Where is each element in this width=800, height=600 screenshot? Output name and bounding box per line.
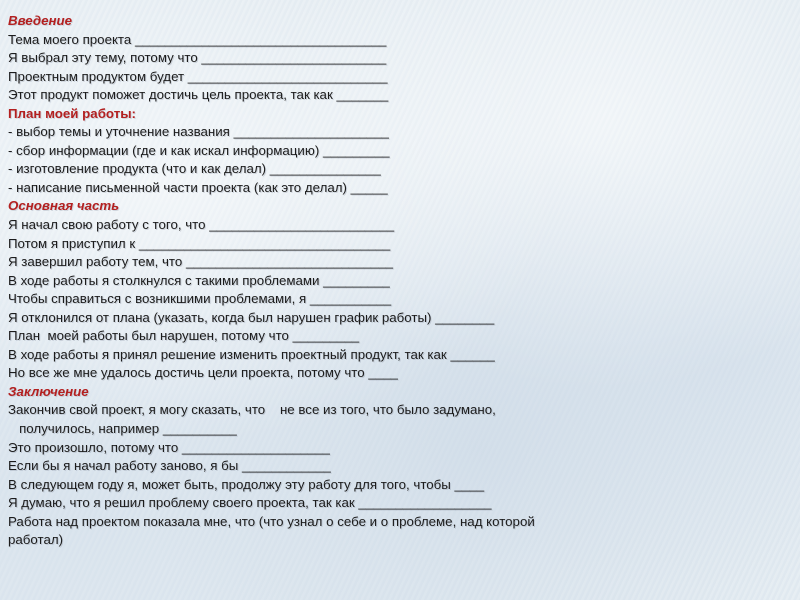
plan-line-4: - написание письменной части проекта (как это делал) _____ xyxy=(8,179,388,195)
plan-line-1: - выбор темы и уточнение названия _____________________ xyxy=(8,124,389,140)
main-line-1: Я начал свою работу с того, что _________________________ xyxy=(8,217,395,233)
plan-line-2: - сбор информации (где и как искал информацию) _________ xyxy=(8,142,390,158)
conclusion-line-5: Я думаю, что я решил проблему своего проекта, так как __________________ xyxy=(8,495,492,511)
heading-intro: Введение xyxy=(8,13,73,28)
plan-line-3: - изготовление продукта (что и как делал) _______________ xyxy=(8,161,381,177)
main-line-7: План моей работы был нарушен, потому что _________ xyxy=(8,328,360,344)
main-line-9: Но все же мне удалось достичь цели проекта, потому что ____ xyxy=(8,365,398,381)
intro-line-2: Я выбрал эту тему, потому что _________________________ xyxy=(8,50,387,66)
main-line-3: Я завершил работу тем, что ____________________________ xyxy=(8,254,394,270)
conclusion-line-6: Работа над проектом показала мне, что (что узнал о себе и о проблеме, над которой работал) xyxy=(8,513,535,548)
heading-plan: План моей работы: xyxy=(8,105,136,121)
main-line-8: В ходе работы я принял решение изменить проектный продукт, так как ______ xyxy=(8,346,495,362)
slide-content xyxy=(8,12,792,550)
main-line-4: В ходе работы я столкнулся с такими проблемами _________ xyxy=(8,272,390,288)
heading-main: Основная часть xyxy=(8,198,120,214)
main-line-6: Я отклонился от плана (указать, когда был нарушен график работы) ________ xyxy=(8,309,495,325)
conclusion-line-4: В следующем году я, может быть, продолжу эту работу для того, чтобы ____ xyxy=(8,476,485,492)
main-line-2: Потом я приступил к __________________________________ xyxy=(8,235,391,251)
intro-line-4: Этот продукт поможет достичь цель проекта, так как _______ xyxy=(8,87,389,103)
intro-line-1: Тема моего проекта __________________________________ xyxy=(8,31,387,47)
intro-line-3: Проектным продуктом будет ___________________________ xyxy=(8,68,388,84)
conclusion-line-3: Если бы я начал работу заново, я бы ____________ xyxy=(8,458,331,474)
conclusion-line-2: Это произошло, потому что ____________________ xyxy=(8,439,330,455)
conclusion-line-1: Закончив свой проект, я могу сказать, что не все из того, что было задумано, получилось, например __________ xyxy=(8,402,496,437)
main-line-5: Чтобы справиться с возникшими проблемами, я ___________ xyxy=(8,291,392,307)
heading-conclusion: Заключение xyxy=(8,383,89,399)
